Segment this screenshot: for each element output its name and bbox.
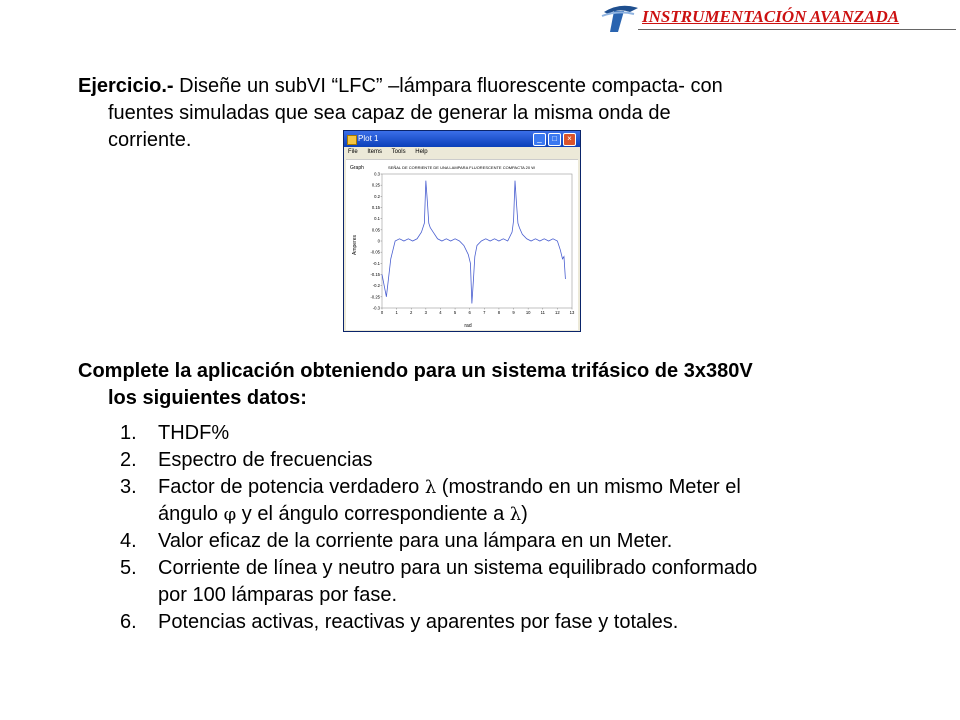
y-tick-label: 0.3 (374, 171, 380, 177)
y-tick-label: 0.2 (374, 193, 380, 199)
y-tick-label: 0.1 (374, 216, 380, 222)
x-tick-label: 0 (380, 310, 384, 315)
maximize-button[interactable]: □ (548, 133, 561, 146)
item-text-part: Factor de potencia verdadero (158, 476, 425, 498)
minimize-button[interactable]: _ (533, 133, 546, 146)
menu-file[interactable]: File (348, 149, 358, 155)
list-item (120, 528, 880, 555)
x-tick-label: 13 (569, 310, 575, 315)
y-axis-label: Amperes (352, 234, 358, 255)
chart-title: SEÑAL DE CORRIENTE DE UNA LAMPARA FLUORESCENTE COMPACTA 20 W (388, 165, 535, 170)
x-tick-label: 7 (483, 310, 486, 315)
item-text-part: (mostrando en un mismo Meter el (436, 476, 741, 498)
x-axis-label: rad (464, 323, 472, 329)
plot-frame (382, 174, 572, 308)
item-number: 3. (120, 476, 137, 498)
task-list (120, 420, 880, 636)
menu-tools[interactable]: Tools (391, 149, 406, 155)
faculty-logo (600, 2, 640, 36)
window-title: Plot 1 (358, 134, 379, 143)
menu-help[interactable]: Help (415, 149, 428, 155)
header-title: INSTRUMENTACIÓN AVANZADA (638, 5, 956, 30)
list-item (120, 474, 880, 528)
list-item (120, 609, 880, 636)
menu-bar (344, 147, 580, 158)
item-text: THDF% (158, 422, 230, 444)
y-tick-label: -0.15 (370, 272, 380, 277)
lambda-symbol: λ (509, 504, 522, 525)
complete-line2: los siguientes datos: (108, 387, 307, 409)
y-tick-label: 0.15 (371, 205, 380, 210)
item-text: Espectro de frecuencias (158, 449, 373, 471)
x-tick-label: 5 (453, 310, 457, 315)
item-text-part: y el ángulo correspondiente a (236, 503, 510, 525)
item-number: 2. (120, 449, 137, 471)
plot-window (343, 130, 581, 332)
list-item (120, 447, 880, 474)
item-number: 5. (120, 557, 137, 579)
item-number: 4. (120, 530, 137, 552)
x-tick-label: 3 (424, 310, 428, 315)
item-number: 1. (120, 422, 137, 444)
x-tick-label: 8 (497, 310, 501, 315)
x-tick-label: 9 (512, 310, 515, 315)
x-tick-label: 10 (525, 310, 531, 315)
y-tick-label: -0.05 (370, 249, 380, 255)
y-tick-label: -0.25 (370, 294, 380, 300)
item-text-part: por 100 lámparas por fase. (158, 584, 398, 606)
item-text-part: ) (521, 503, 528, 525)
item-text (158, 474, 741, 528)
complete-paragraph (78, 358, 878, 412)
x-tick-label: 4 (439, 310, 442, 315)
list-item (120, 420, 880, 447)
item-text (158, 555, 757, 609)
item-text: Potencias activas, reactivas y aparentes por fase y totales. (158, 611, 679, 633)
exercise-label: Ejercicio.- (78, 75, 174, 97)
y-tick-label: 0 (377, 238, 380, 244)
list-item (120, 555, 880, 609)
item-text: Valor eficaz de la corriente para una lámpara en un Meter. (158, 530, 673, 552)
window-titlebar[interactable] (344, 131, 580, 147)
complete-line1: Complete la aplicación obteniendo para un sistema trifásico de 3x380V (78, 360, 753, 382)
y-tick-label: 0.25 (371, 182, 380, 188)
menu-items[interactable]: Items (367, 149, 383, 155)
item-text-part: Corriente de línea y neutro para un sistema equilibrado conformado (158, 557, 758, 579)
current-waveform-chart (346, 159, 578, 330)
lambda-symbol: λ (424, 477, 437, 498)
x-tick-label: 6 (468, 310, 471, 315)
close-button[interactable]: × (563, 133, 576, 146)
x-tick-label: 12 (555, 310, 560, 315)
item-number: 6. (120, 611, 137, 633)
x-tick-label: 11 (540, 310, 545, 315)
item-text-part: ángulo (158, 503, 224, 525)
y-tick-label: -0.2 (372, 283, 380, 289)
exercise-line2: fuentes simuladas que sea capaz de generar la misma onda de (108, 102, 671, 124)
exercise-line1: Diseñe un subVI “LFC” –lámpara fluorescente compacta- con (179, 75, 723, 97)
x-tick-label: 2 (410, 310, 413, 315)
x-tick-label: 1 (395, 310, 398, 315)
graph-label: Graph (350, 165, 364, 171)
phi-symbol: φ (223, 504, 237, 525)
y-tick-label: -0.3 (372, 305, 380, 311)
app-icon (347, 135, 357, 145)
exercise-line3: corriente. (108, 129, 192, 151)
y-tick-label: -0.1 (372, 260, 380, 266)
y-tick-label: 0.05 (371, 227, 380, 233)
